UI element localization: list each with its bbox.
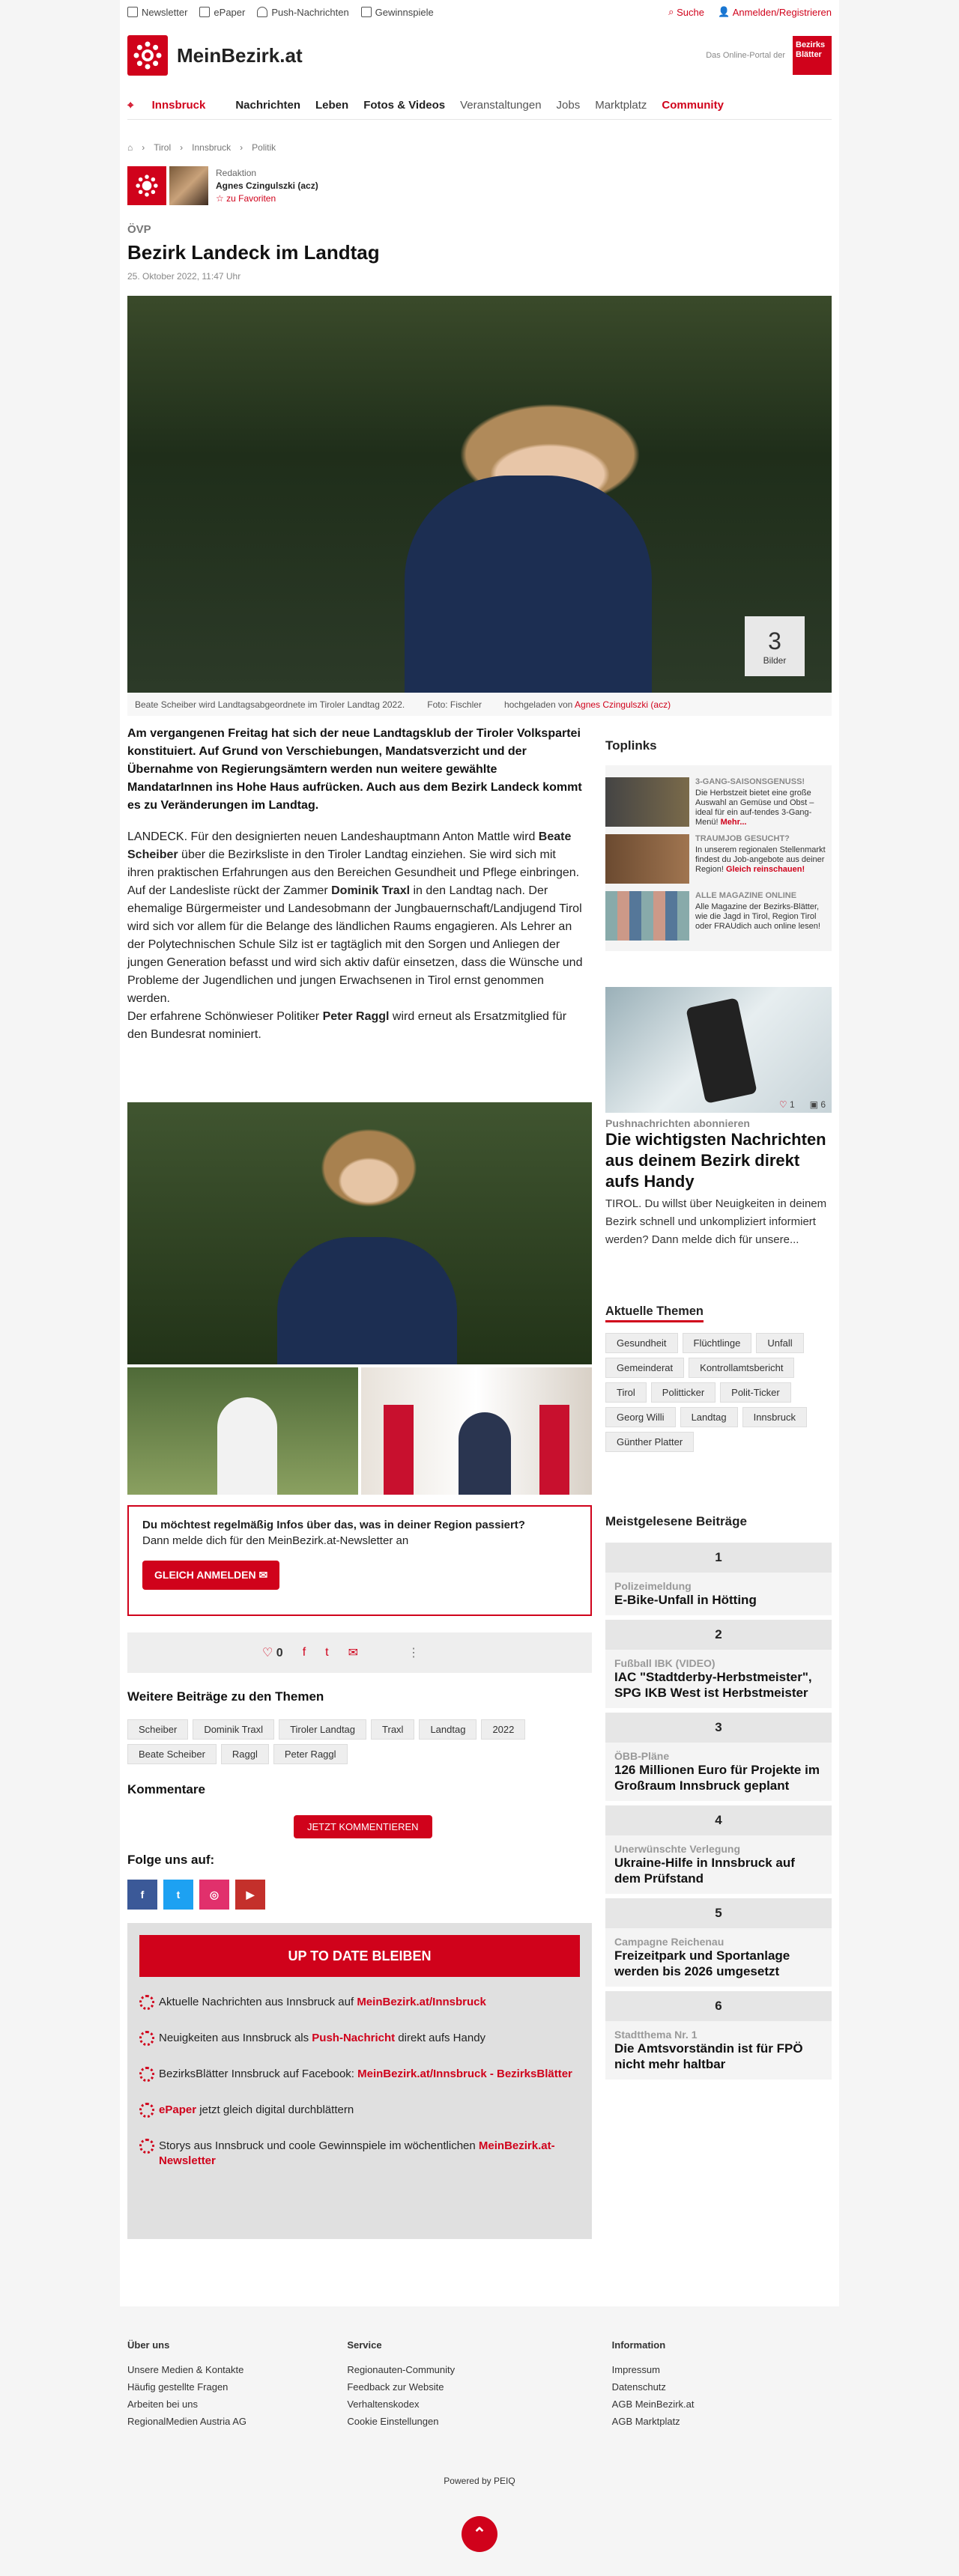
list-item: Neuigkeiten aus Innsbruck als Push-Nachricht direkt aufs Handy (139, 2031, 580, 2046)
article-kicker: ÖVP (127, 223, 151, 236)
mail-icon (127, 7, 138, 17)
sun-icon (139, 2067, 154, 2082)
logo-icon[interactable] (127, 35, 168, 76)
more-topics-tags (127, 1719, 592, 1764)
bell-icon (257, 7, 267, 17)
topic-tag[interactable]: Tiroler Landtag (279, 1719, 366, 1740)
favorite-button[interactable]: ☆ zu Favoriten (216, 192, 276, 204)
facebook-icon[interactable]: f (127, 1880, 157, 1910)
topic-tag[interactable]: Unfall (756, 1333, 803, 1353)
breadcrumb-innsbruck[interactable]: Innsbruck (192, 142, 232, 153)
topic-tag[interactable]: Landtag (419, 1719, 477, 1740)
toplink-item[interactable]: ALLE MAGAZINE ONLINE Alle Magazine der Bezirks-Blätter, wie die Jagd in Tirol, Region Tirol oder FRAUdich auch online lesen! (605, 887, 832, 944)
image-gallery (127, 1102, 592, 1495)
list-item: BezirksBlätter Innsbruck auf Facebook: MeinBezirk.at/Innsbruck - BezirksBlätter (139, 2067, 580, 2082)
current-topics (605, 1304, 832, 1452)
most-read-item[interactable]: 4 Unerwünschte Verlegung Ukraine-Hilfe in Innsbruck auf dem Prüfstand (605, 1805, 832, 1894)
most-read-heading: Meistgelesene Beiträge (605, 1514, 747, 1528)
breadcrumb-politik[interactable]: Politik (252, 142, 276, 153)
topic-tag[interactable]: Raggl (221, 1744, 269, 1764)
article-body: LANDECK. Für den designierten neuen Landeshauptmann Anton Mattle wird Beate Scheiber über die Bezirksliste in den Tiroler Landtag einziehen. Sie wird sich mit ihren praktischen Erfahrungen aus den Bereichen Gesundheit und Pflege einbringen. Auf der Landesliste rückt der Zammer Dominik Traxl in den Landtag nach. Der ehemalige Bürgermeister und Landesobmann der Jungbauernschaft/Landjugend Tirol wird sich vor allem für die Belange des ländlichen Raums engagieren. Als Lehrer an der Polytechnischen Schule Silz ist er tagtäglich mit den Sorgen und Anliegen der jungen Generation befasst und wird sich aktiv dafür einsetzen, dass die Wünsche und Probleme der Jugendlichen und jungen Erwachsenen in Tirol ernst genommen werden. Der erfahrene Schönwieser Politiker Peter Raggl wird erneut als Ersatzmitglied für den Bundesrat nominiert. (127, 830, 583, 1041)
sun-icon (139, 2031, 154, 2046)
twitter-share-icon[interactable]: t (325, 1646, 329, 1659)
toplink-thumb (605, 891, 689, 941)
up-to-date-box (127, 1923, 592, 2239)
footer-column: Information Impressum Datenschutz AGB MeinBezirk.at AGB Marktplatz (611, 2339, 695, 2427)
list-item: ePaper jetzt gleich digital durchblättern (139, 2103, 580, 2118)
up-to-date-title: UP TO DATE BLEIBEN (139, 1935, 580, 1977)
topic-tag[interactable]: Polit-Ticker (720, 1382, 791, 1403)
email-share-icon[interactable]: ✉ (348, 1647, 359, 1659)
heart-icon: ♡ (778, 1099, 787, 1110)
author-avatar[interactable] (169, 166, 208, 205)
bezirksblaetter-logo[interactable]: Bezirks Blätter (793, 36, 832, 75)
social-links (127, 1880, 265, 1910)
topic-tag[interactable]: Politticker (651, 1382, 716, 1403)
sun-icon (139, 2103, 154, 2118)
author-name[interactable]: Agnes Czingulszki (acz) (216, 180, 318, 191)
article-lead: Am vergangenen Freitag hat sich der neue Landtagsklub der Tiroler Volkspartei konstituiert. Auf Grund von Verschiebungen, Mandatsverzicht und der Übernahme von Regierungsämtern werden nun weitere gewählte MandatarInnen ins Hohe Haus aufrücken. Auch aus dem Bezirk Landeck kommt es zu Veränderungen im Landtag. (127, 727, 582, 812)
list-item: Storys aus Innsbruck und coole Gewinnspiele im wöchentlichen MeinBezirk.at-Newsletter (139, 2139, 580, 2169)
gift-icon (361, 7, 372, 17)
more-topics-heading: Weitere Beiträge zu den Themen (127, 1689, 324, 1704)
topic-tag[interactable]: Günther Platter (605, 1432, 694, 1452)
most-read (605, 1514, 832, 2080)
gallery-image-1[interactable] (127, 1102, 592, 1364)
images-icon: ▣ (809, 1099, 818, 1110)
most-read-item[interactable]: 6 Stadtthema Nr. 1 Die Amtsvorständin ist für FPÖ nicht mehr haltbar (605, 1991, 832, 2080)
footer-column: Service Regionauten-Community Feedback zur Website Verhaltenskodex Cookie Einstellungen (347, 2339, 456, 2427)
breadcrumb-tirol[interactable]: Tirol (154, 142, 172, 153)
topic-tag[interactable]: Landtag (680, 1407, 738, 1427)
toplink-item[interactable]: TRAUMJOB GESUCHT? In unserem regionalen Stellenmarkt findest du Job-angebote aus deiner Region! Gleich reinschauen! (605, 830, 832, 887)
most-read-item[interactable]: 3 ÖBB-Pläne 126 Millionen Euro für Projekte im Großraum Innsbruck geplant (605, 1713, 832, 1801)
gallery-image-3[interactable] (361, 1367, 592, 1495)
mail-icon: ✉ (258, 1569, 268, 1581)
nav-item-jobs[interactable]: Jobs (556, 99, 581, 112)
author-box (127, 166, 318, 205)
push-teaser-image: ♡ 1 ▣ 6 (605, 987, 832, 1113)
newsletter-box: Du möchtest regelmäßig Infos über das, was in deiner Region passiert? Dann melde dich für den MeinBezirk.at-Newsletter an GLEICH ANMELDEN ✉ (127, 1505, 592, 1616)
gallery-image-2[interactable] (127, 1367, 358, 1495)
top-bar (127, 0, 832, 24)
home-icon[interactable]: ⌂ (127, 142, 133, 153)
facebook-share-icon[interactable]: f (302, 1646, 306, 1659)
like-button[interactable]: ♡ 0 (262, 1647, 283, 1659)
topic-tag[interactable]: Gemeinderat (605, 1358, 684, 1378)
portal-brand: Das Online-Portal der Bezirks Blätter (706, 36, 832, 75)
topic-tag[interactable]: Peter Raggl (273, 1744, 348, 1764)
more-options-icon[interactable]: ⋮ (408, 1647, 420, 1659)
user-icon: 👤 (717, 6, 733, 17)
heart-icon: ♡ (262, 1647, 273, 1659)
epaper-icon (199, 7, 210, 17)
topic-tag[interactable]: Kontrollamtsbericht (689, 1358, 794, 1378)
toplink-thumb (605, 777, 689, 827)
comment-button[interactable]: JETZT KOMMENTIEREN (294, 1815, 432, 1838)
search-link[interactable]: ⌕ Suche (668, 6, 704, 18)
push-teaser[interactable]: ♡ 1 ▣ 6 Pushnachrichten abonnieren Die wichtigsten Nachrichten aus deinem Bezirk direkt aufs Handy TIROL. Du willst über Neuigkeiten in deinem Bezirk schnell und unkompliziert informiert werden? Dann melde dich für unsere... (605, 987, 832, 1249)
hero-image[interactable] (127, 296, 832, 693)
topic-tag[interactable]: Dominik Traxl (193, 1719, 274, 1740)
topic-tag[interactable]: Flüchtlinge (683, 1333, 752, 1353)
list-item: Aktuelle Nachrichten aus Innsbruck auf MeinBezirk.at/Innsbruck (139, 1995, 580, 2010)
author-text: Redaktion Agnes Czingulszki (acz) ☆ zu Favoriten (216, 167, 318, 204)
topic-tag[interactable]: Traxl (371, 1719, 414, 1740)
comments-heading: Kommentare (127, 1782, 205, 1796)
photo-count-button[interactable]: 3 Bilder (745, 616, 805, 676)
nav-item-community[interactable]: Community (662, 99, 724, 112)
newsletter-signup-button[interactable]: GLEICH ANMELDEN ✉ (142, 1561, 279, 1590)
nav-item-leben[interactable]: Leben (315, 99, 349, 112)
nav-item-fotos[interactable]: Fotos & Videos (363, 99, 446, 112)
push-link[interactable]: Push-Nachrichten (257, 7, 348, 18)
toplinks-heading: Toplinks (605, 738, 657, 753)
topic-tag[interactable]: Beate Scheiber (127, 1744, 217, 1764)
newsletter-link[interactable]: Newsletter (127, 7, 187, 18)
youtube-icon[interactable]: ▶ (235, 1880, 265, 1910)
nav-item-nachrichten[interactable]: Nachrichten (235, 99, 301, 112)
topic-tag[interactable]: Scheiber (127, 1719, 188, 1740)
push-teaser-title[interactable]: Die wichtigsten Nachrichten aus deinem Bezirk direkt aufs Handy (605, 1130, 826, 1191)
nav-item-veranstaltungen[interactable]: Veranstaltungen (460, 99, 542, 112)
most-read-item[interactable]: 5 Campagne Reichenau Freizeitpark und Sportanlage werden bis 2026 umgesetzt (605, 1898, 832, 1987)
nav-location[interactable]: ⌖ Innsbruck (127, 99, 206, 112)
main-nav (127, 91, 832, 120)
nav-item-marktplatz[interactable]: Marktplatz (595, 99, 647, 112)
topic-tag[interactable]: Tirol (605, 1382, 647, 1403)
most-read-item[interactable]: 1 Polizeimeldung E-Bike-Unfall in Hötting (605, 1543, 832, 1615)
twitter-icon[interactable]: t (163, 1880, 193, 1910)
gewinnspiele-link[interactable]: Gewinnspiele (361, 7, 434, 18)
uploader-link[interactable]: Agnes Czingulszki (acz) (575, 699, 671, 710)
topic-tag[interactable]: Gesundheit (605, 1333, 678, 1353)
powered-by: Powered by PEIQ (444, 2476, 515, 2486)
site-logo-text[interactable]: MeinBezirk.at (177, 43, 303, 67)
topic-tag[interactable]: Innsbruck (742, 1407, 807, 1427)
site-footer (127, 2336, 832, 2430)
article-date: 25. Oktober 2022, 11:47 Uhr (127, 271, 241, 282)
follow-heading: Folge uns auf: (127, 1853, 215, 1867)
topic-tag[interactable]: 2022 (481, 1719, 525, 1740)
toplink-thumb (605, 834, 689, 884)
breadcrumb: ⌂ › Tirol › Innsbruck › Politik (127, 142, 276, 153)
share-bar (127, 1632, 592, 1673)
search-icon: ⌕ (668, 6, 677, 17)
image-caption: Beate Scheiber wird Landtagsabgeordnete im Tiroler Landtag 2022. Foto: Fischler hochgeladen von Agnes Czingulszki (acz) (127, 693, 832, 716)
footer-column: Über uns Unsere Medien & Kontakte Häufig gestellte Fragen Arbeiten bei uns RegionalMedien Austria AG (127, 2339, 246, 2427)
topic-tag[interactable]: Georg Willi (605, 1407, 676, 1427)
epaper-link[interactable]: ePaper (199, 7, 245, 18)
toplink-item[interactable]: 3-GANG-SAISONSGENUSS! Die Herbstzeit bietet eine große Auswahl an Gemüse und Obst – ideal für ein auf-tendes 3-Gang-Menü! Mehr... (605, 773, 832, 830)
most-read-item[interactable]: 2 Fußball IBK (VIDEO) IAC "Stadtderby-Herbstmeister", SPG IKB West ist Herbstmeister (605, 1620, 832, 1708)
sun-icon (139, 1995, 154, 2010)
current-topics-heading: Aktuelle Themen (605, 1304, 704, 1322)
article-title: Bezirk Landeck im Landtag (127, 241, 380, 264)
location-pin-icon: ⌖ (127, 99, 134, 112)
sun-icon (139, 2139, 154, 2154)
instagram-icon[interactable]: ◎ (199, 1880, 229, 1910)
scroll-top-icon[interactable]: ⌃ (462, 2516, 497, 2552)
redaktion-avatar[interactable] (127, 166, 166, 205)
site-header (127, 33, 832, 78)
star-icon: ☆ (216, 192, 224, 204)
login-link[interactable]: 👤 Anmelden/Registrieren (717, 6, 832, 18)
toplinks (605, 738, 832, 951)
